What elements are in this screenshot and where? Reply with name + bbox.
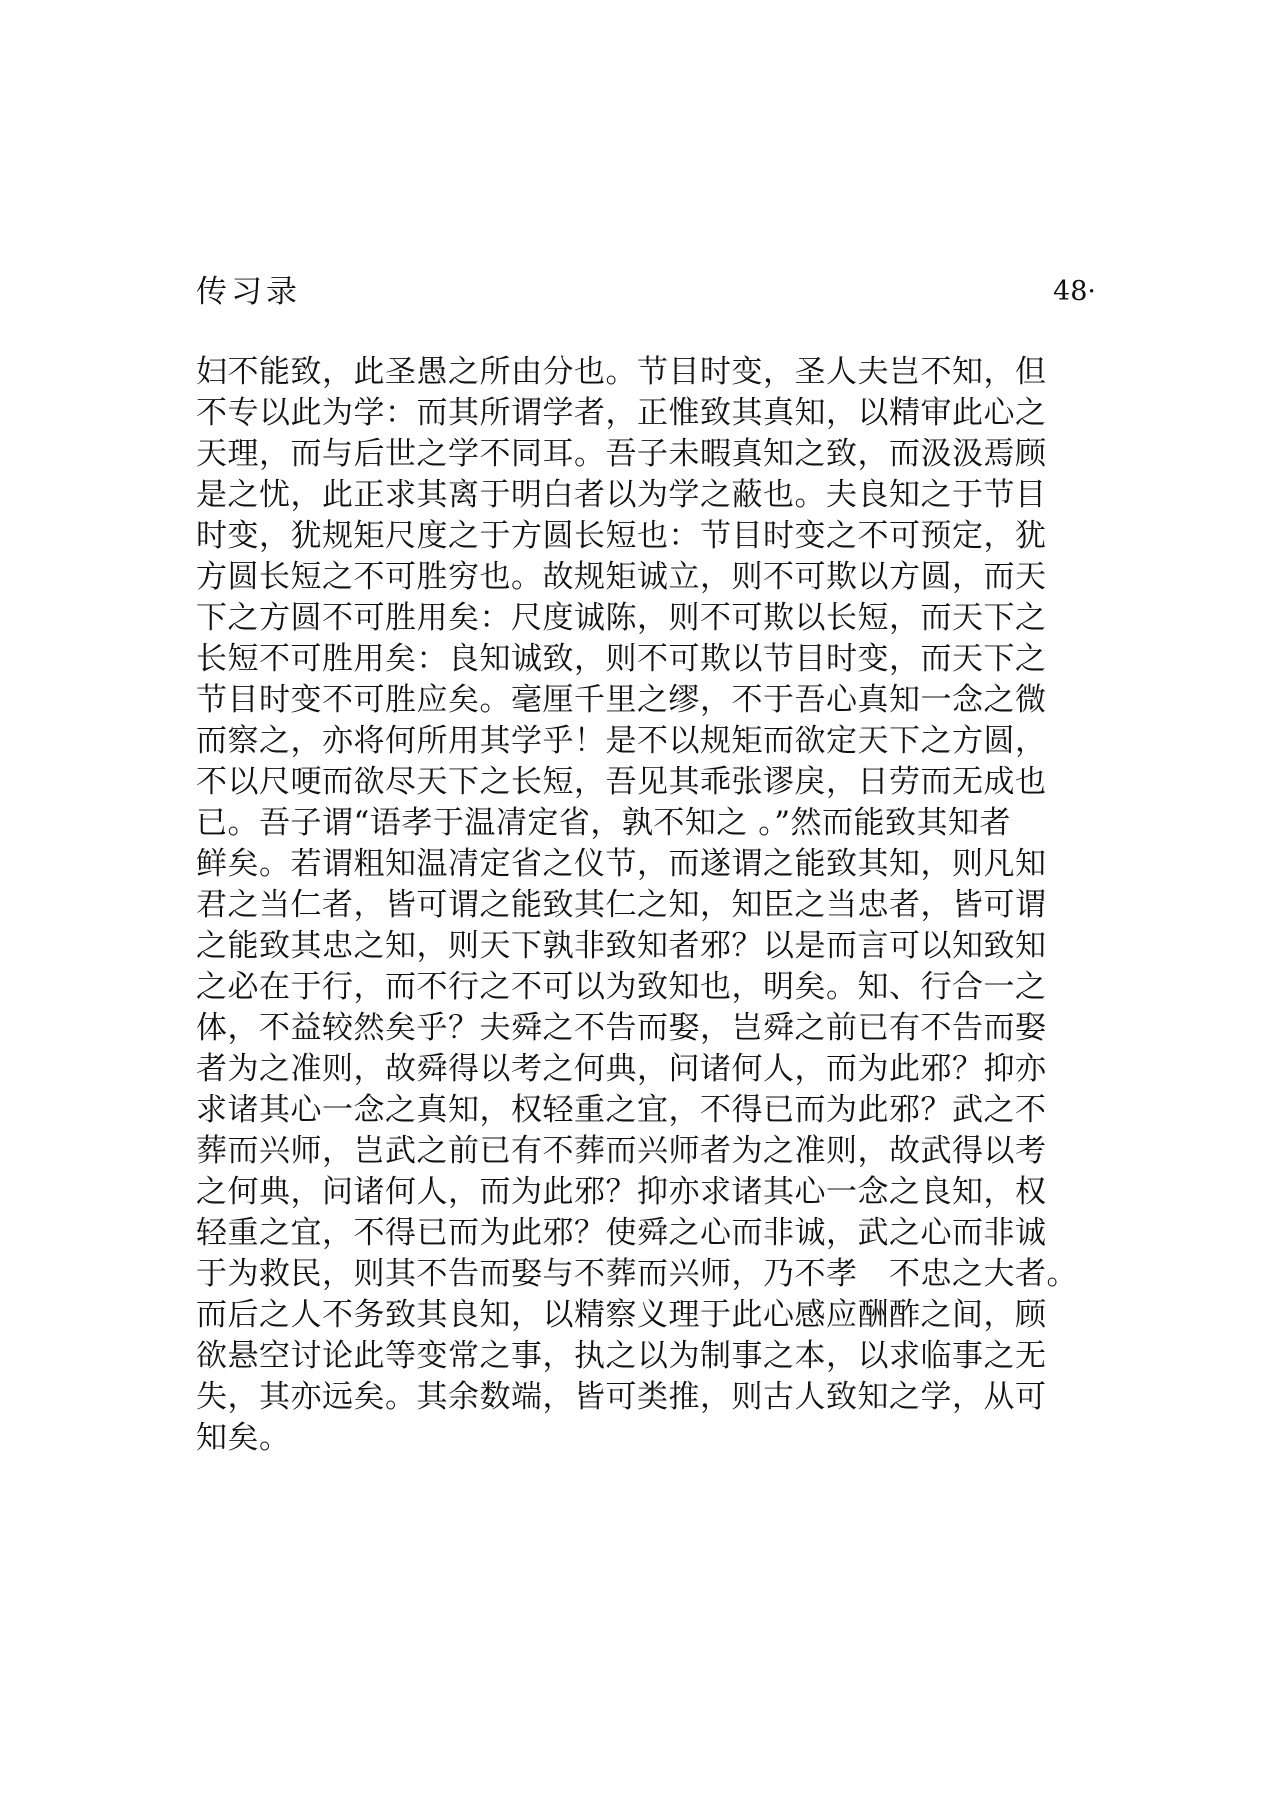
text-line: 欲悬空讨论此等变常之事，执之以为制事之本，以求临事之无 — [196, 1338, 1047, 1374]
text-line: 君之当仁者，皆可谓之能致其仁之知，知臣之当忠者，皆可谓 — [196, 887, 1047, 923]
page-header — [196, 270, 1096, 314]
body-text — [196, 352, 1096, 1459]
text-line: 天理，而与后世之学不同耳。吾子未暇真知之致，而汲汲焉顾 — [196, 436, 1047, 472]
text-line: 是之忧，此正求其离于明白者以为学之蔽也。夫良知之于节目 — [196, 477, 1047, 513]
text-line: 于为救民，则其不告而娶与不葬而兴师，乃不孝 不忠之大者。 — [196, 1256, 1078, 1292]
text-line: 知矣。 — [196, 1420, 291, 1456]
text-line: 时变，犹规矩尺度之于方圆长短也：节目时变之不可预定，犹 — [196, 518, 1047, 554]
text-line: 求诸其心一念之真知，权轻重之宜，不得已而为此邪？武之不 — [196, 1092, 1047, 1128]
text-line: 鲜矣。若谓粗知温凊定省之仪节，而遂谓之能致其知，则凡知 — [196, 846, 1047, 882]
text-line: 长短不可胜用矣：良知诚致，则不可欺以节目时变，而天下之 — [196, 641, 1047, 677]
text-line: 葬而兴师，岂武之前已有不葬而兴师者为之准则，故武得以考 — [196, 1133, 1047, 1169]
text-line: 妇不能致，此圣愚之所由分也。节目时变，圣人夫岂不知，但 — [196, 354, 1047, 390]
text-line: 已。吾子谓“语孝于温凊定省，孰不知之 。”然而能致其知者 — [196, 805, 1012, 841]
text-line: 方圆长短之不可胜穷也。故规矩诚立，则不可欺以方圆，而天 — [196, 559, 1047, 595]
text-line: 轻重之宜，不得已而为此邪？使舜之心而非诚，武之心而非诚 — [196, 1215, 1047, 1251]
text-line: 而察之，亦将何所用其学乎！是不以规矩而欲定天下之方圆， — [196, 723, 1047, 759]
text-line: 不专以此为学：而其所谓学者，正惟致其真知，以精审此心之 — [196, 395, 1047, 431]
text-line: 之必在于行，而不行之不可以为致知也，明矣。知、行合一之 — [196, 969, 1047, 1005]
text-line: 下之方圆不可胜用矣：尺度诚陈，则不可欺以长短，而天下之 — [196, 600, 1047, 636]
text-line: 不以尺哽而欲尽天下之长短，吾见其乖张谬戾，日劳而无成也 — [196, 764, 1047, 800]
text-line: 者为之准则，故舜得以考之何典，问诸何人，而为此邪？抑亦 — [196, 1051, 1047, 1087]
text-line: 失，其亦远矣。其余数端，皆可类推，则古人致知之学，从可 — [196, 1379, 1047, 1415]
text-line: 体，不益较然矣乎？夫舜之不告而娶，岂舜之前已有不告而娶 — [196, 1010, 1047, 1046]
text-line: 之能致其忠之知，则天下孰非致知者邪？以是而言可以知致知 — [196, 928, 1047, 964]
book-title: 传习录 — [196, 274, 301, 310]
text-line: 而后之人不务致其良知，以精察义理于此心感应酬酢之间，顾 — [196, 1297, 1047, 1333]
text-line: 节目时变不可胜应矣。毫厘千里之缪，不于吾心真知一念之微 — [196, 682, 1047, 718]
text-line: 之何典，问诸何人，而为此邪？抑亦求诸其心一念之良知，权 — [196, 1174, 1047, 1210]
page-number: 48· — [1053, 276, 1096, 307]
